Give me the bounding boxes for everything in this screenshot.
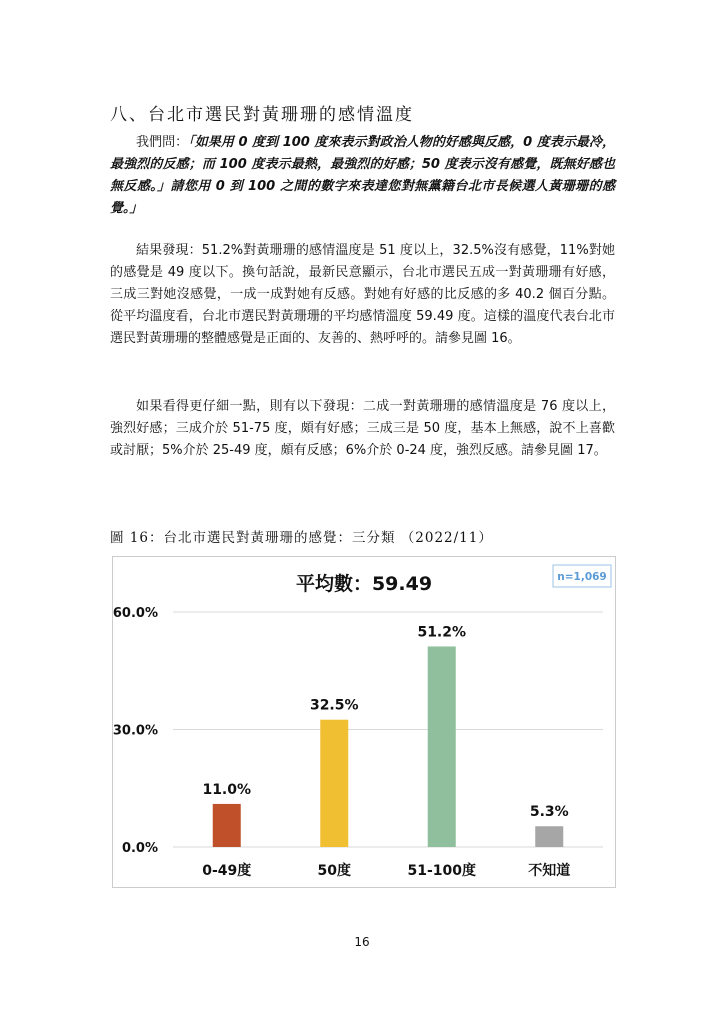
x-category-label: 不知道 xyxy=(528,863,571,879)
question-text: 「如果用 0 度到 100 度來表示對政治人物的好感與反感，0 度表示最冷，最強烈的反感；而 100 度表示最熱，最強烈的好感；50 度表示沒有感覺，既無好感也無反感。」請您用 0 到 100 之間的數字來表達您對無黨籍台北市長候選人黃珊珊的感覺。」 xyxy=(110,135,615,216)
bar-chart-svg xyxy=(113,557,615,887)
figure-caption: 圖 16：台北市選民對黃珊珊的感覺：三分類 （2022/11） xyxy=(110,530,493,546)
bar xyxy=(213,804,241,847)
bar-value-label: 32.5% xyxy=(309,697,359,714)
sample-size-label: n=1,069 xyxy=(557,571,607,583)
question-paragraph xyxy=(110,132,615,220)
details-paragraph: 如果看得更仔細一點，則有以下發現：二成一對黃珊珊的感情溫度是 76 度以上，強烈好感；三成介於 51-75 度，頗有好感；三成三是 50 度，基本上無感，說不上喜歡或討厭；5%介於 25-49 度，頗有反感；6%介於 0-24 度，強烈反感。請參見圖 17。 xyxy=(110,399,615,458)
bar-chart xyxy=(112,556,616,888)
question-lead: 我們問： xyxy=(136,135,189,150)
y-tick-label: 60.0% xyxy=(113,606,158,621)
bar xyxy=(320,720,348,847)
page-number: 16 xyxy=(354,935,370,949)
bar-value-label: 5.3% xyxy=(529,804,569,821)
bar xyxy=(428,646,456,847)
y-tick-label: 30.0% xyxy=(113,723,158,739)
x-category-label: 51-100度 xyxy=(407,863,477,879)
chart-title: 平均數：59.49 xyxy=(295,573,433,595)
section-heading: 八、台北市選民對黃珊珊的感情溫度 xyxy=(110,105,414,125)
results-paragraph: 結果發現：51.2%對黃珊珊的感情溫度是 51 度以上，32.5%沒有感覺，11%對她的感覺是 49 度以下。換句話說，最新民意顯示，台北市選民五成一對黃珊珊有好感，三成三對她沒感覺，一成一成對她有反感。對她有好感的比反感的多 40.2 個百分點。從平均溫度看，台北市選民對黃珊珊的平均感情溫度 59.49 度。這樣的溫度代表台北市選民對黃珊珊的整體感覺是正面的、友善的、熱呼呼的。請參見圖 16。 xyxy=(110,243,615,346)
x-category-label: 50度 xyxy=(317,863,351,879)
x-category-label: 0-49度 xyxy=(202,863,252,879)
y-tick-label: 0.0% xyxy=(121,841,158,856)
bar xyxy=(535,826,563,847)
bar-value-label: 11.0% xyxy=(202,781,252,798)
bar-value-label: 51.2% xyxy=(417,624,467,641)
